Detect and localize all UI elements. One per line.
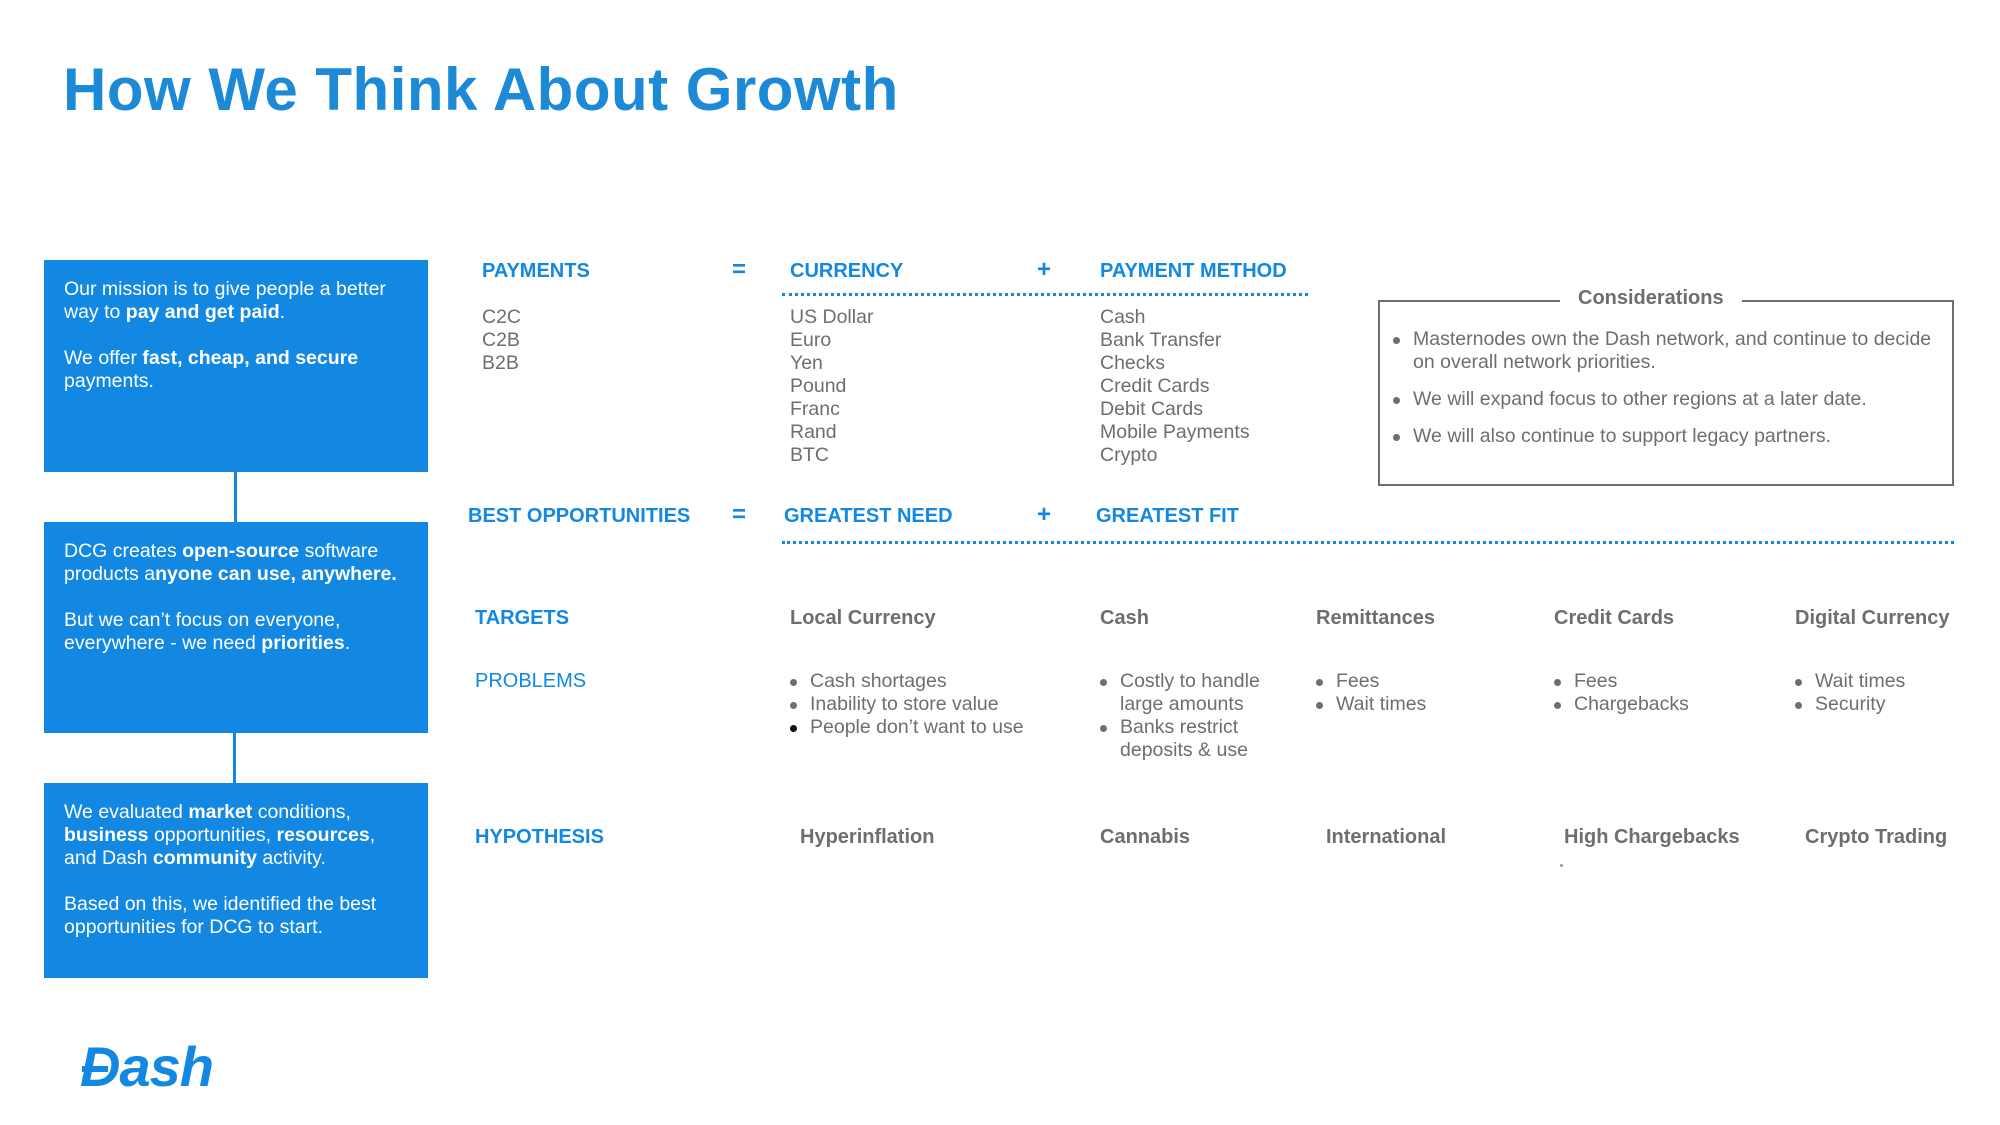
problem-item: Wait times (1316, 693, 1516, 716)
evaluation-text-1 (64, 801, 408, 870)
consideration-item: We will also continue to support legacy partners. (1393, 425, 1943, 448)
emphasis-text: market (188, 801, 253, 823)
dotted-divider (782, 293, 1308, 296)
emphasis-text: nyone can use, anywhere. (155, 563, 397, 585)
problems-label: PROBLEMS (475, 670, 587, 692)
body-text: activity. (256, 847, 326, 869)
body-text: opportunities, (148, 824, 277, 846)
body-text: We evaluated (64, 801, 189, 823)
page-title: How We Think About Growth (63, 56, 899, 123)
hypothesis-item: Cannabis (1100, 826, 1191, 848)
problem-item: Inability to store value (790, 693, 1080, 716)
considerations-title: Considerations (1560, 287, 1742, 310)
box-connector (233, 733, 236, 783)
hypothesis-item: High Chargebacks (1564, 826, 1740, 848)
hypothesis-item: Crypto Trading (1805, 826, 1948, 848)
currency-item: US Dollar (790, 306, 874, 328)
body-text: We offer (64, 347, 143, 369)
hypothesis-item: International (1326, 826, 1447, 848)
payment-method-item: Cash (1100, 306, 1146, 328)
currency-header: CURRENCY (790, 260, 904, 282)
currency-item: Franc (790, 398, 840, 420)
mission-text-2 (64, 347, 408, 393)
equals-sign: = (732, 501, 747, 528)
priorities-text-1 (64, 540, 408, 586)
emphasis-text: business (64, 824, 149, 846)
payment-method-item: Credit Cards (1100, 375, 1210, 397)
problem-item: People don’t want to use (790, 716, 1080, 739)
body-text: DCG creates (64, 540, 183, 562)
body-text: conditions, (252, 801, 351, 823)
evaluation-text-2 (64, 893, 408, 939)
best-opportunities-header: BEST OPPORTUNITIES (468, 505, 691, 527)
payments-item: C2B (482, 329, 520, 351)
body-text: . (279, 301, 286, 323)
problems-list (1795, 670, 1995, 716)
targets-label: TARGETS (475, 607, 570, 629)
priorities-box (44, 522, 428, 733)
body-text: payments. (64, 370, 154, 392)
evaluation-box (44, 783, 428, 978)
payment-method-item: Checks (1100, 352, 1166, 374)
problem-item: Cash shortages (790, 670, 1080, 693)
target-name: Credit Cards (1554, 607, 1675, 629)
problem-item: Costly to handle large amounts (1100, 670, 1260, 716)
problem-item: Chargebacks (1554, 693, 1784, 716)
payment-method-list (1100, 306, 1250, 467)
payments-list (482, 306, 521, 375)
problem-item: Fees (1554, 670, 1784, 693)
plus-sign: + (1037, 256, 1052, 283)
consideration-item: Masternodes own the Dash network, and continue to decide on overall network priorities. (1393, 328, 1943, 374)
payment-method-item: Crypto (1100, 444, 1158, 466)
hypothesis-label: HYPOTHESIS (475, 826, 604, 848)
payment-method-item: Debit Cards (1100, 398, 1203, 420)
body-text: software products a (64, 540, 379, 585)
problems-list (1100, 670, 1260, 762)
problem-item: Banks restrict deposits & use (1100, 716, 1260, 762)
box-connector (234, 472, 237, 522)
currency-list (790, 306, 873, 467)
problem-item: Fees (1316, 670, 1516, 693)
problems-list (1554, 670, 1784, 716)
body-text: Based on this, we identified the best opportunities for DCG to start. (64, 893, 377, 938)
emphasis-text: community (152, 847, 257, 869)
payment-method-item: Mobile Payments (1100, 421, 1250, 443)
priorities-text-2 (64, 609, 408, 655)
target-name: Cash (1100, 607, 1149, 629)
greatest-fit-header: GREATEST FIT (1096, 505, 1239, 527)
greatest-need-header: GREATEST NEED (784, 505, 953, 527)
currency-item: Euro (790, 329, 832, 351)
mission-box (44, 260, 428, 472)
currency-item: Yen (790, 352, 823, 374)
mission-text-1 (64, 278, 408, 324)
dotted-divider (782, 541, 1954, 544)
consideration-item: We will expand focus to other regions at a later date. (1393, 388, 1943, 411)
emphasis-text: pay and get paid (125, 301, 280, 323)
stray-dot (1560, 864, 1563, 867)
hypothesis-item: Hyperinflation (800, 826, 935, 848)
problems-list (1316, 670, 1516, 716)
problem-item: Security (1795, 693, 1995, 716)
payments-header: PAYMENTS (482, 260, 590, 282)
currency-item: BTC (790, 444, 829, 466)
emphasis-text: priorities (261, 632, 345, 654)
body-text: . (344, 632, 351, 654)
body-text: But we can’t focus on everyone, everywhere - we need (64, 609, 341, 654)
body-text: , and Dash (64, 824, 376, 869)
emphasis-text: open-source (182, 540, 300, 562)
currency-item: Rand (790, 421, 837, 443)
equals-sign: = (732, 256, 747, 283)
emphasis-text: resources (276, 824, 370, 846)
target-name: Digital Currency (1795, 607, 1950, 629)
considerations-list (1393, 328, 1943, 462)
target-name: Local Currency (790, 607, 936, 629)
payment-method-item: Bank Transfer (1100, 329, 1222, 351)
currency-item: Pound (790, 375, 847, 397)
emphasis-text: fast, cheap, and secure (142, 347, 359, 369)
problems-list (790, 670, 1080, 739)
payment-method-header: PAYMENT METHOD (1100, 260, 1287, 282)
payments-item: C2C (482, 306, 522, 328)
body-text: Our mission is to give people a better way to (64, 278, 386, 323)
problem-item: Wait times (1795, 670, 1995, 693)
target-name: Remittances (1316, 607, 1435, 629)
dash-logo-text: Dash (80, 1035, 213, 1098)
payments-item: B2B (482, 352, 519, 374)
plus-sign: + (1037, 501, 1052, 528)
